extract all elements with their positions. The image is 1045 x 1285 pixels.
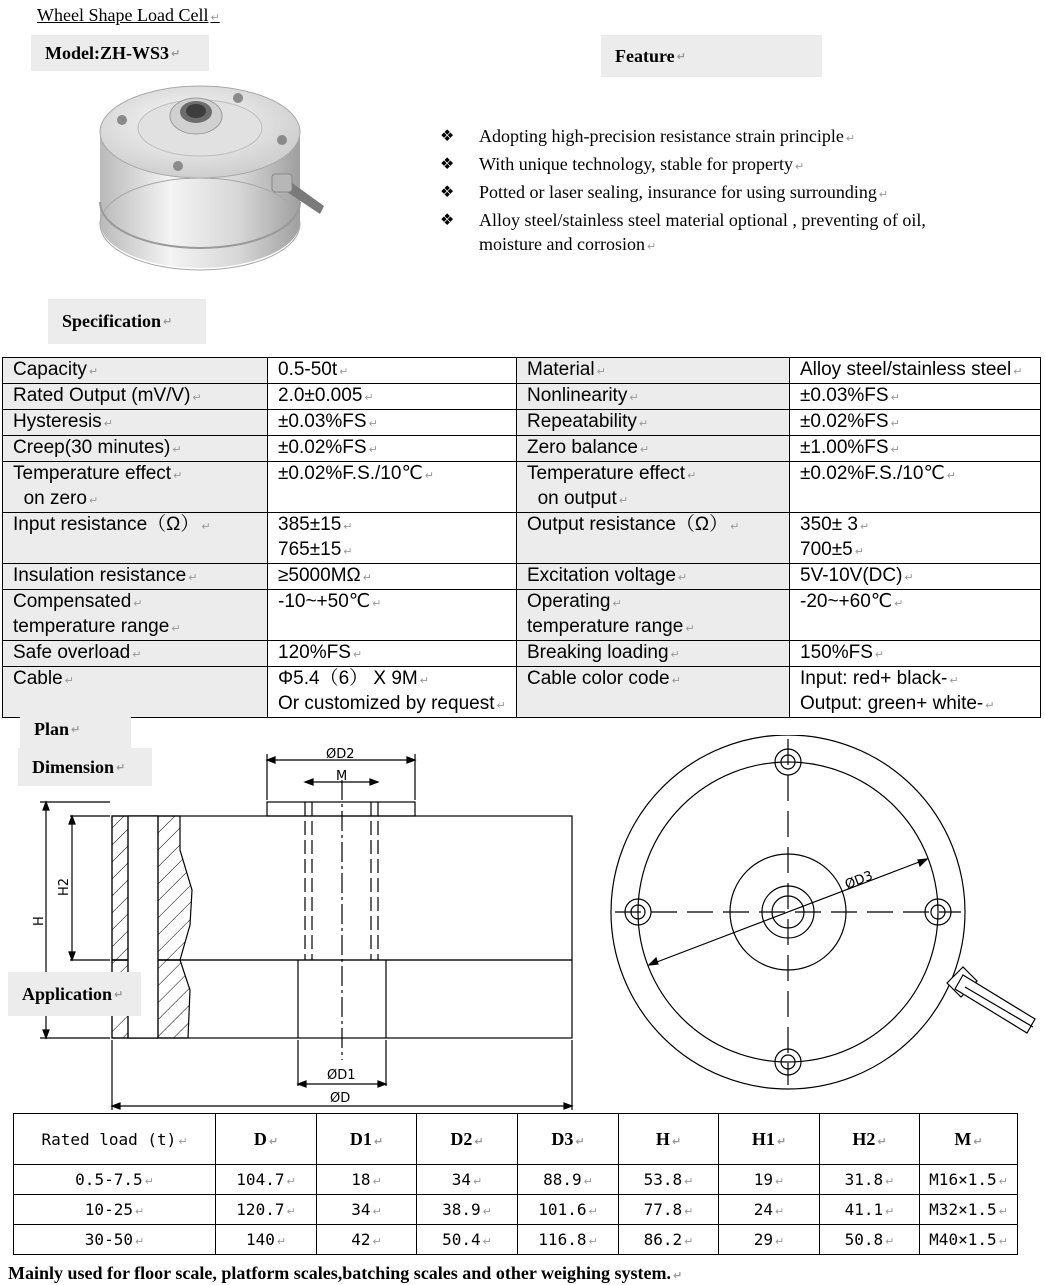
dim-label-h2: H2 [57,877,72,896]
table-cell: 140 ↵ [216,1225,317,1255]
product-photo [92,82,332,282]
spec-label: Capacity ↵ [3,358,268,384]
column-header: D1 ↵ [317,1114,417,1165]
table-row [14,1225,1018,1255]
spec-value: -10~+50℃ ↵ [268,590,517,641]
table-cell: 31.8 ↵ [820,1165,920,1195]
dim-label-m: M [336,769,348,784]
table-cell: 101.6 ↵ [518,1195,619,1225]
table-cell: 10-25 ↵ [14,1195,216,1225]
spec-value: Alloy steel/stainless steel ↵ [790,358,1041,384]
spec-value: ±0.02%FS ↵ [268,436,517,462]
spec-label: Cable ↵ [3,667,268,718]
table-row [3,384,1041,410]
model-label: Model:ZH-WS3 ↵ [31,35,209,71]
table-cell: 34 ↵ [417,1165,518,1195]
section-view-drawing [30,740,590,1112]
spec-label: Rated Output (mV/V) ↵ [3,384,268,410]
spec-value: ±0.02%F.S./10℃ ↵ [790,462,1041,513]
diamond-bullet-icon: ❖ [440,210,455,229]
dimension-label: Dimension ↵ [18,748,152,786]
application-text: Mainly used for floor scale, platform scales,batching scales and other weighing system. ↵ [8,1263,683,1283]
spec-value: ±0.02%FS ↵ [790,410,1041,436]
spec-label: Cable color code ↵ [517,667,790,718]
diamond-bullet-icon: ❖ [440,182,455,201]
table-cell: 0.5-7.5 ↵ [14,1165,216,1195]
spec-label: Nonlinearity ↵ [517,384,790,410]
specification-table [2,357,1041,718]
table-row [14,1195,1018,1225]
column-header: M ↵ [920,1114,1018,1165]
table-header-row [14,1114,1018,1165]
spec-label: Compensated ↵ temperature range ↵ [3,590,268,641]
column-header: D2 ↵ [417,1114,518,1165]
spec-value: 385±15 ↵ 765±15 ↵ [268,513,517,564]
spec-value: ±0.02%F.S./10℃ ↵ [268,462,517,513]
table-cell: M16×1.5 ↵ [920,1165,1018,1195]
dimension-table [13,1113,1018,1255]
application-label: Application ↵ [8,972,141,1016]
feature-label: Feature ↵ [601,35,822,77]
spec-label: Insulation resistance ↵ [3,564,268,590]
column-header: H2 ↵ [820,1114,920,1165]
spec-value: ±0.03%FS ↵ [268,410,517,436]
table-cell: 34 ↵ [317,1195,417,1225]
table-cell: 42 ↵ [317,1225,417,1255]
column-header: H ↵ [619,1114,719,1165]
diamond-bullet-icon: ❖ [440,126,455,145]
list-item: ❖ Adopting high-precision resistance strain principle ↵ [440,126,856,146]
table-cell: M40×1.5 ↵ [920,1225,1018,1255]
list-item: ❖ Potted or laser sealing, insurance for using surrounding ↵ [440,182,889,202]
spec-label: Hysteresis ↵ [3,410,268,436]
spec-label: Temperature effect ↵ on zero ↵ [3,462,268,513]
table-row [3,462,1041,513]
table-cell: 50.8 ↵ [820,1225,920,1255]
column-header: D3 ↵ [518,1114,619,1165]
plan-label: Plan ↵ [20,710,131,748]
feature-list [440,124,960,260]
spec-value: ±1.00%FS ↵ [790,436,1041,462]
dim-label-h: H [32,916,47,926]
spec-value: 150%FS ↵ [790,641,1041,667]
table-cell: 88.9 ↵ [518,1165,619,1195]
spec-value: -20~+60℃ ↵ [790,590,1041,641]
spec-label: Operating ↵ temperature range ↵ [517,590,790,641]
table-cell: 116.8 ↵ [518,1225,619,1255]
spec-value: 5V-10V(DC) ↵ [790,564,1041,590]
spec-label: Zero balance ↵ [517,436,790,462]
table-cell: 19 ↵ [719,1165,820,1195]
spec-label: Temperature effect ↵ on output ↵ [517,462,790,513]
spec-value: 120%FS ↵ [268,641,517,667]
spec-value: 0.5-50t ↵ [268,358,517,384]
table-cell: 41.1 ↵ [820,1195,920,1225]
spec-label: Excitation voltage ↵ [517,564,790,590]
list-item: ❖ With unique technology, stable for property ↵ [440,154,805,174]
spec-label: Creep(30 minutes) ↵ [3,436,268,462]
table-cell: 50.4 ↵ [417,1225,518,1255]
table-row [3,513,1041,564]
dim-label-d1: ØD1 [327,1068,356,1083]
spec-value: 350± 3 ↵ 700±5 ↵ [790,513,1041,564]
top-view-drawing [605,735,1045,1095]
table-cell: 86.2 ↵ [619,1225,719,1255]
table-row [3,410,1041,436]
spec-label: Safe overload ↵ [3,641,268,667]
specification-label: Specification ↵ [48,299,206,344]
spec-label: Breaking loading ↵ [517,641,790,667]
spec-value: ±0.03%FS ↵ [790,384,1041,410]
table-cell: 38.9 ↵ [417,1195,518,1225]
dim-label-d3: ØD3 [843,868,876,893]
table-row [3,590,1041,641]
table-cell: 30-50 ↵ [14,1225,216,1255]
table-cell: 77.8 ↵ [619,1195,719,1225]
spec-value: ≥5000MΩ ↵ [268,564,517,590]
table-cell: M32×1.5 ↵ [920,1195,1018,1225]
list-item: ❖ Alloy steel/stainless steel material optional , preventing of oil, moisture and corrosion ↵ [440,210,926,254]
table-cell: 24 ↵ [719,1195,820,1225]
table-cell: 29 ↵ [719,1225,820,1255]
column-header: Rated load (t) ↵ [14,1114,216,1165]
table-row [3,564,1041,590]
dim-label-d2: ØD2 [326,747,355,762]
table-row [3,436,1041,462]
diamond-bullet-icon: ❖ [440,154,455,173]
table-cell: 53.8 ↵ [619,1165,719,1195]
column-header: H1 ↵ [719,1114,820,1165]
spec-label: Output resistance（Ω） ↵ [517,513,790,564]
spec-label: Repeatability ↵ [517,410,790,436]
table-cell: 104.7 ↵ [216,1165,317,1195]
spec-label: Material ↵ [517,358,790,384]
table-cell: 120.7 ↵ [216,1195,317,1225]
table-cell: 18 ↵ [317,1165,417,1195]
column-header: D ↵ [216,1114,317,1165]
table-row [3,667,1041,718]
spec-value: 2.0±0.005 ↵ [268,384,517,410]
table-row [3,641,1041,667]
table-row [14,1165,1018,1195]
spec-label: Input resistance（Ω） ↵ [3,513,268,564]
table-row [3,358,1041,384]
dim-label-d: ØD [330,1091,351,1106]
spec-value: Φ5.4（6） X 9M ↵ Or customized by request ↵ [268,667,517,718]
spec-value: Input: red+ black- ↵ Output: green+ white- ↵ [790,667,1041,718]
document-title: Wheel Shape Load Cell ↵ [37,5,220,25]
